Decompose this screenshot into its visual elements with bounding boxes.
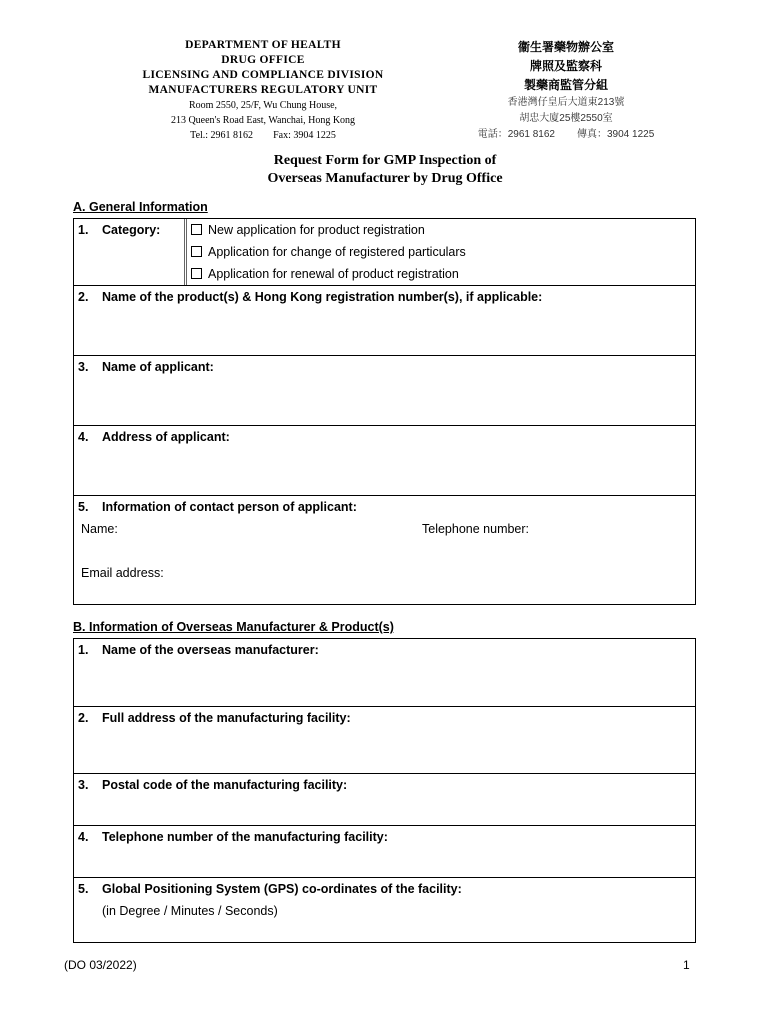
contact-telephone-field[interactable]: Telephone number: <box>422 522 530 536</box>
fax-text: Fax: 3904 1225 <box>273 130 336 141</box>
applicant-name-label <box>78 360 214 374</box>
applicant-name-field[interactable] <box>74 355 695 425</box>
option-change-label: Application for change of registered particulars <box>208 245 466 259</box>
header-english <box>100 38 426 143</box>
checkbox-change-particulars[interactable] <box>191 246 202 257</box>
section-a-heading: A. General Information <box>73 200 208 214</box>
header-chinese <box>462 38 670 143</box>
office-name: DRUG OFFICE <box>221 54 305 66</box>
question-number: 4. <box>78 830 89 844</box>
applicant-address-label <box>78 430 230 444</box>
facility-postal-code-field[interactable] <box>74 773 695 825</box>
applicant-address-field[interactable] <box>74 425 695 495</box>
category-option-renewal[interactable] <box>191 267 459 281</box>
section-b-table <box>73 638 696 943</box>
section-b-heading: B. Information of Overseas Manufacturer & Product(s) <box>73 620 394 634</box>
section-a-table <box>73 218 696 605</box>
product-name-label <box>78 290 542 304</box>
category-number: 1. <box>78 223 89 237</box>
question-text: Postal code of the manufacturing facility: <box>102 778 348 792</box>
form-code: (DO 03/2022) <box>64 958 137 972</box>
zh-fax-text: 傳真：3904 1225 <box>577 129 655 140</box>
form-title-line-2: Overseas Manufacturer by Drug Office <box>267 171 503 186</box>
address-line-1: Room 2550, 25/F, Wu Chung House, <box>188 100 338 111</box>
category-option-change[interactable] <box>191 245 466 259</box>
contact-name-field[interactable]: Name: <box>81 522 118 536</box>
zh-address-line-2: 胡忠大廈25樓2550室 <box>519 113 613 124</box>
address-line-2: 213 Queen's Road East, Wanchai, Hong Kong <box>170 115 356 126</box>
category-option-new[interactable] <box>191 223 425 237</box>
contact-person-section <box>74 495 695 604</box>
question-text: Name of applicant: <box>102 360 214 374</box>
zh-division-name: 牌照及監察科 <box>529 59 602 73</box>
facility-gps-label <box>78 882 462 896</box>
facility-postal-code-label <box>78 778 347 792</box>
question-text: Full address of the manufacturing facility: <box>102 711 351 725</box>
question-text: Global Positioning System (GPS) co-ordinates of the facility: <box>102 882 462 896</box>
category-row <box>74 219 695 285</box>
category-label <box>78 223 160 237</box>
unit-name: MANUFACTURERS REGULATORY UNIT <box>148 84 378 96</box>
question-number: 2. <box>78 290 89 304</box>
zh-address-line-1: 香港灣仔皇后大道東213號 <box>507 97 625 108</box>
checkbox-renewal[interactable] <box>191 268 202 279</box>
question-text: Telephone number of the manufacturing facility: <box>102 830 388 844</box>
question-text: Information of contact person of applicant: <box>102 500 357 514</box>
checkbox-new-application[interactable] <box>191 224 202 235</box>
telephone-text: Tel.: 2961 8162 <box>190 130 254 141</box>
question-number: 2. <box>78 711 89 725</box>
contact-line <box>100 128 426 143</box>
contact-person-label <box>78 500 357 514</box>
zh-telephone-text: 電話：2961 8162 <box>477 129 555 140</box>
form-title <box>0 152 770 188</box>
manufacturer-name-label <box>78 643 319 657</box>
zh-contact-line <box>462 127 670 143</box>
question-text: Name of the product(s) & Hong Kong registration number(s), if applicable: <box>102 290 543 304</box>
question-number: 1. <box>78 643 89 657</box>
option-renewal-label: Application for renewal of product registration <box>208 267 459 281</box>
facility-gps-field[interactable] <box>74 877 695 942</box>
form-title-line-1: Request Form for GMP Inspection of <box>273 153 497 168</box>
department-name: DEPARTMENT OF HEALTH <box>185 39 341 51</box>
question-number: 3. <box>78 360 89 374</box>
zh-unit-name: 製藥商監管分組 <box>523 78 608 92</box>
question-number: 5. <box>78 500 89 514</box>
question-number: 4. <box>78 430 89 444</box>
question-number: 5. <box>78 882 89 896</box>
facility-telephone-field[interactable] <box>74 825 695 877</box>
question-text: Address of applicant: <box>102 430 230 444</box>
product-name-field[interactable] <box>74 285 695 355</box>
option-new-label: New application for product registration <box>208 223 425 237</box>
question-number: 3. <box>78 778 89 792</box>
category-text: Category: <box>102 223 161 237</box>
gps-format-note: (in Degree / Minutes / Seconds) <box>102 904 278 918</box>
division-name: LICENSING AND COMPLIANCE DIVISION <box>142 69 384 81</box>
category-divider <box>184 219 187 285</box>
facility-telephone-label <box>78 830 388 844</box>
zh-department-name: 衞生署藥物辦公室 <box>517 40 614 54</box>
facility-address-field[interactable] <box>74 706 695 773</box>
page-number: 1 <box>683 958 690 972</box>
manufacturer-name-field[interactable] <box>74 639 695 706</box>
contact-email-field[interactable]: Email address: <box>81 566 164 580</box>
facility-address-label <box>78 711 351 725</box>
question-text: Name of the overseas manufacturer: <box>102 643 319 657</box>
